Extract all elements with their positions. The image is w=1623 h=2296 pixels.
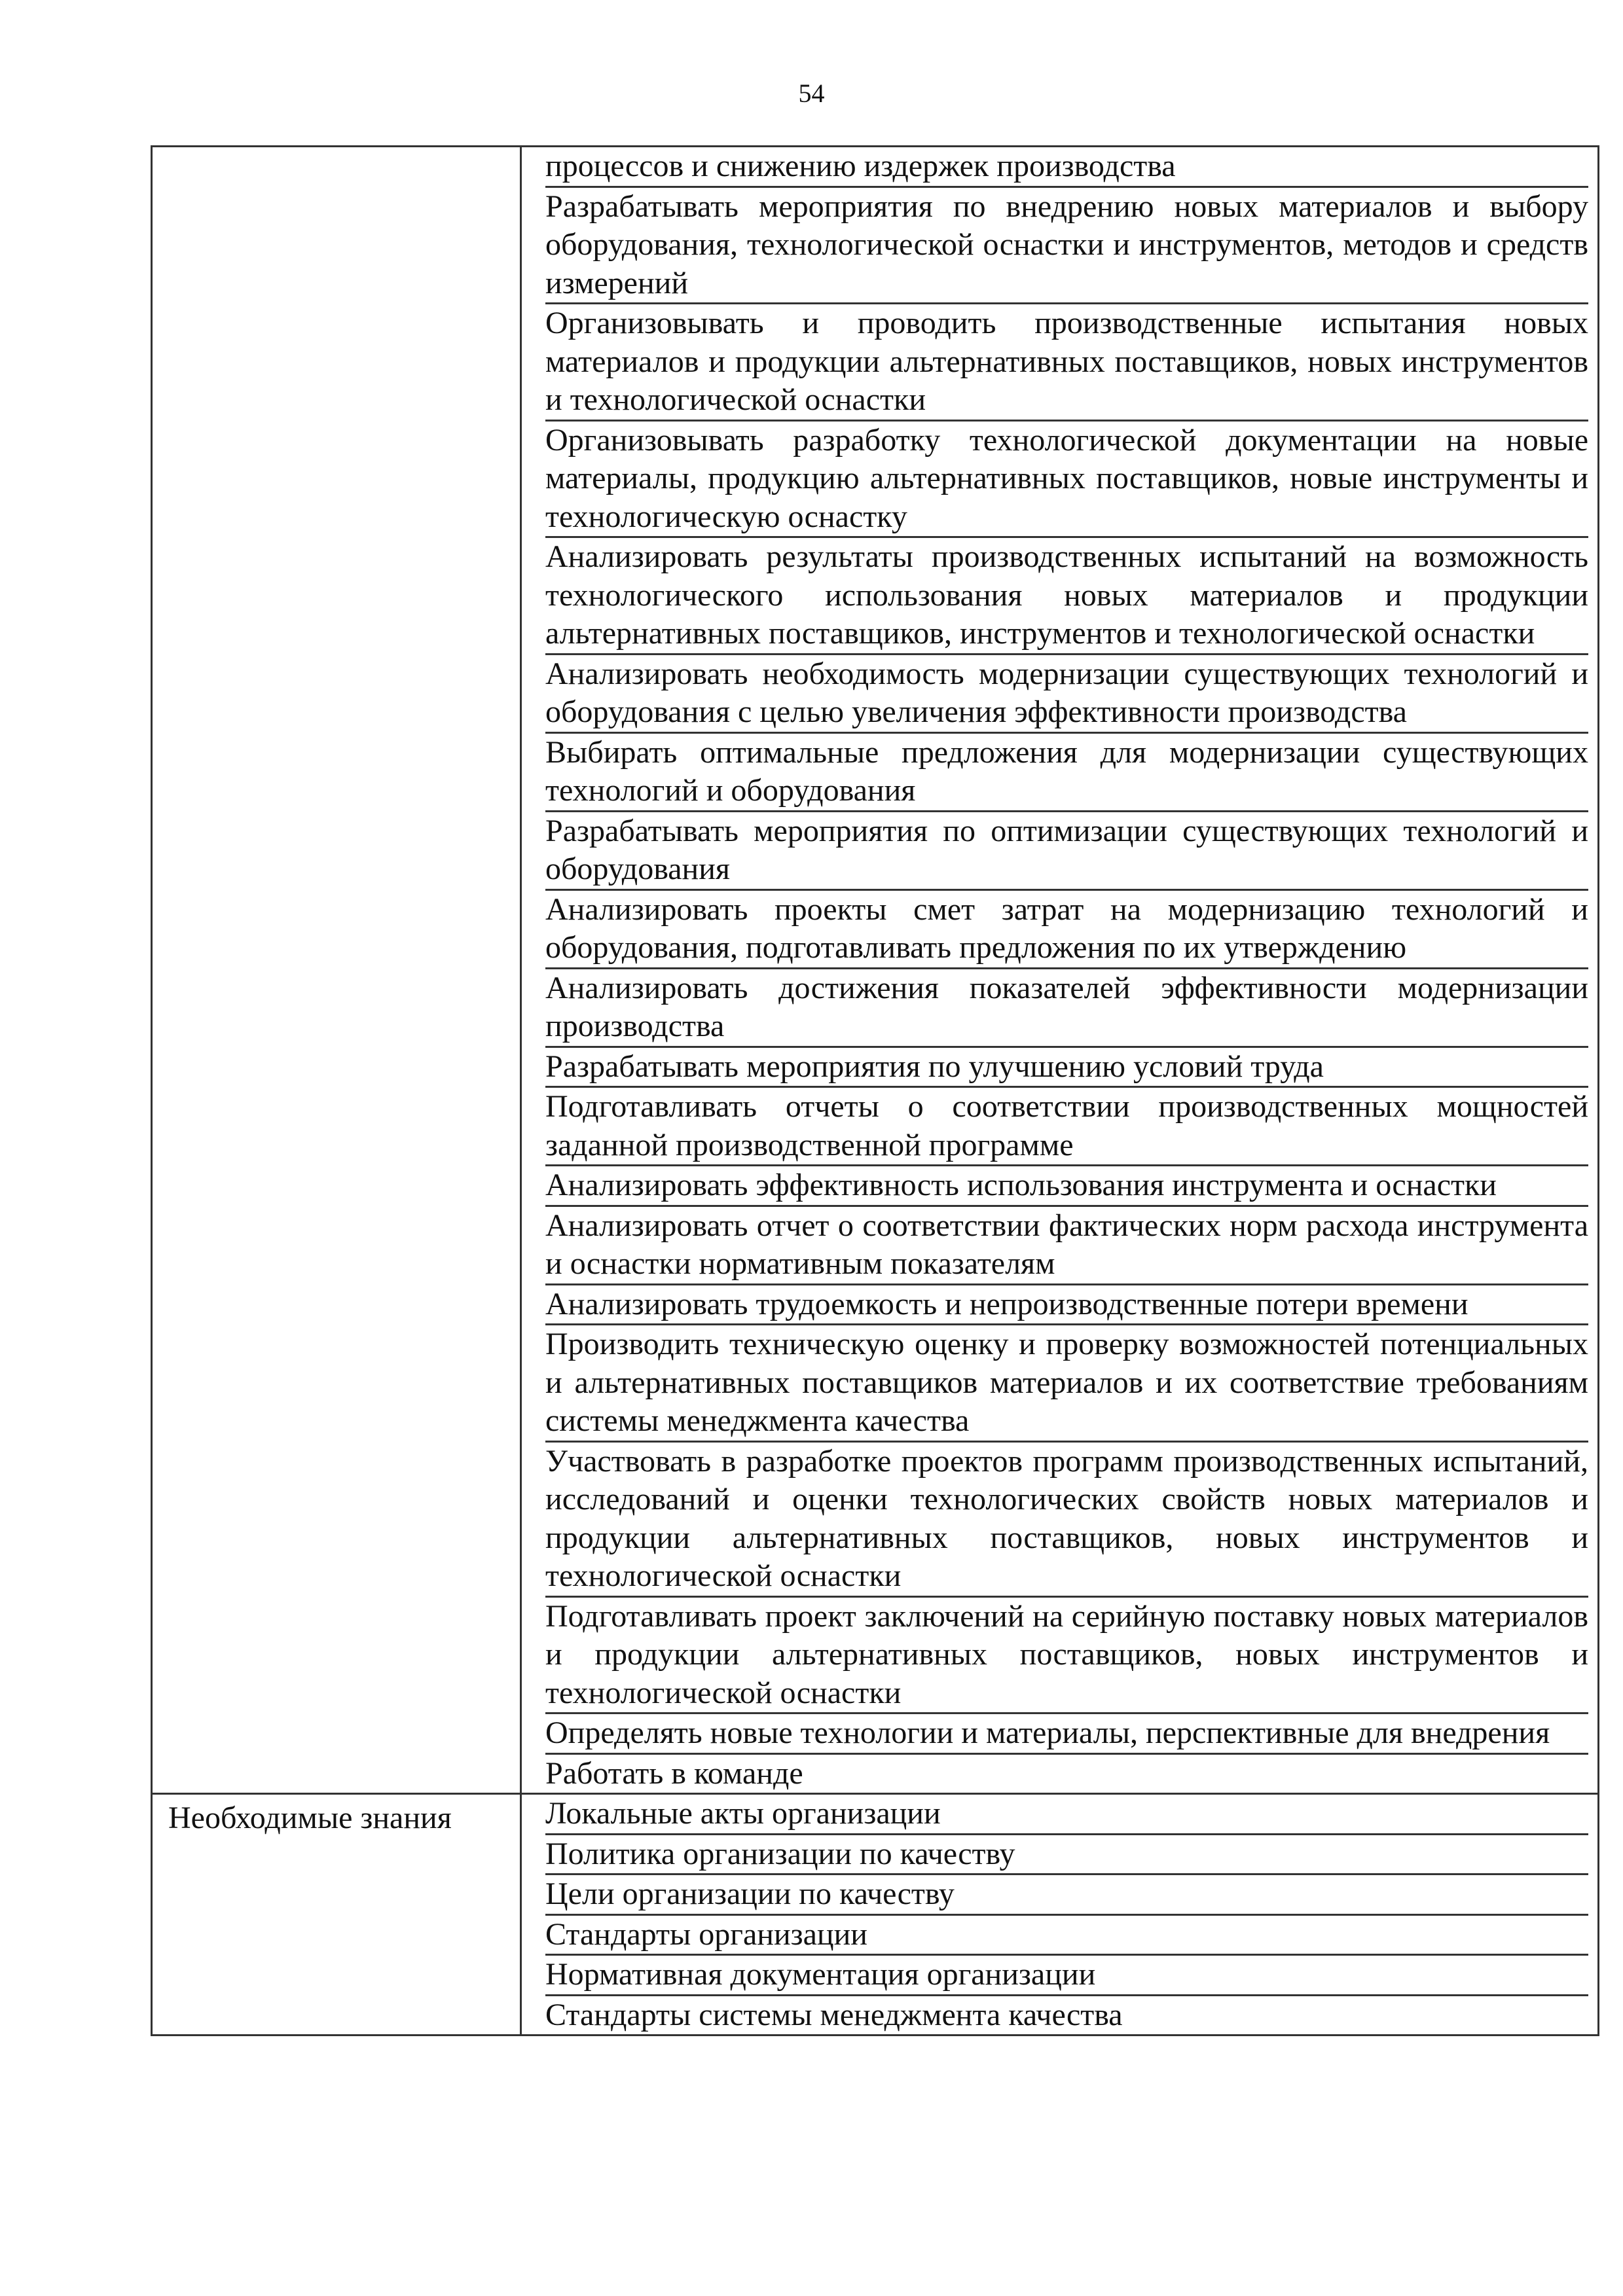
skill-item: Производить техническую оценку и проверку возможностей потенциальных и альтернативных поставщиков материалов и их соответствие требованиям системы менеджмента качества xyxy=(545,1325,1588,1443)
knowledge-row xyxy=(152,1794,1599,2036)
skill-item: Разрабатывать мероприятия по внедрению новых материалов и выбору оборудования, технологической оснастки и инструментов, методов и средств измерений xyxy=(545,188,1588,305)
knowledge-item: Нормативная документация организации xyxy=(545,1956,1588,1996)
requirements-table xyxy=(151,145,1599,2036)
skill-item: Анализировать трудоемкость и непроизводственные потери времени xyxy=(545,1285,1588,1326)
skill-item: Разрабатывать мероприятия по оптимизации существующих технологий и оборудования xyxy=(545,812,1588,891)
skill-item: Анализировать отчет о соответствии фактических норм расхода инструмента и оснастки нормативным показателям xyxy=(545,1207,1588,1285)
knowledge-item: Цели организации по качеству xyxy=(545,1875,1588,1916)
skill-item: Разрабатывать мероприятия по улучшению условий труда xyxy=(545,1048,1588,1088)
skill-item: Работать в команде xyxy=(545,1755,803,1791)
skill-item: Анализировать эффективность использования инструмента и оснастки xyxy=(545,1166,1588,1207)
skills-label-cell xyxy=(152,147,521,1794)
knowledge-item: Локальные акты организации xyxy=(545,1795,1588,1835)
skill-item: Организовывать и проводить производственные испытания новых материалов и продукции альтернативных поставщиков, новых инструментов и технологической оснастки xyxy=(545,304,1588,422)
knowledge-item: Политика организации по качеству xyxy=(545,1835,1588,1876)
knowledge-item: Стандарты организации xyxy=(545,1916,1588,1956)
skill-item: Подготавливать отчеты о соответствии производственных мощностей заданной производственной программе xyxy=(545,1088,1588,1166)
skill-item: Выбирать оптимальные предложения для модернизации существующих технологий и оборудования xyxy=(545,734,1588,812)
knowledge-item: Стандарты системы менеджмента качества xyxy=(545,1997,1123,2032)
skill-item: Участвовать в разработке проектов программ производственных испытаний, исследований и оценки технологических свойств новых материалов и продукции альтернативных поставщиков, новых инструментов и технологической оснастки xyxy=(545,1443,1588,1598)
skills-list xyxy=(521,147,1599,1794)
skill-item: Анализировать результаты производственных испытаний на возможность технологического использования новых материалов и продукции альтернативных поставщиков, инструментов и технологической оснастки xyxy=(545,538,1588,655)
page-number: 54 xyxy=(798,79,825,108)
skills-row xyxy=(152,147,1599,1794)
skill-item: Анализировать проекты смет затрат на модернизацию технологий и оборудования, подготавливать предложения по их утверждению xyxy=(545,891,1588,969)
skill-item: Определять новые технологии и материалы, перспективные для внедрения xyxy=(545,1714,1588,1755)
knowledge-list xyxy=(521,1794,1599,2036)
knowledge-label: Необходимые знания xyxy=(152,1794,521,2036)
skill-item: Анализировать необходимость модернизации существующих технологий и оборудования с целью увеличения эффективности производства xyxy=(545,655,1588,734)
skill-item: Подготавливать проект заключений на серийную поставку новых материалов и продукции альтернативных поставщиков, новых инструментов и технологической оснастки xyxy=(545,1598,1588,1715)
skill-item: Анализировать достижения показателей эффективности модернизации производства xyxy=(545,969,1588,1048)
skill-item: процессов и снижению издержек производства xyxy=(545,147,1588,188)
skill-item: Организовывать разработку технологической документации на новые материалы, продукцию альтернативных поставщиков, новые инструменты и технологическую оснастку xyxy=(545,422,1588,539)
